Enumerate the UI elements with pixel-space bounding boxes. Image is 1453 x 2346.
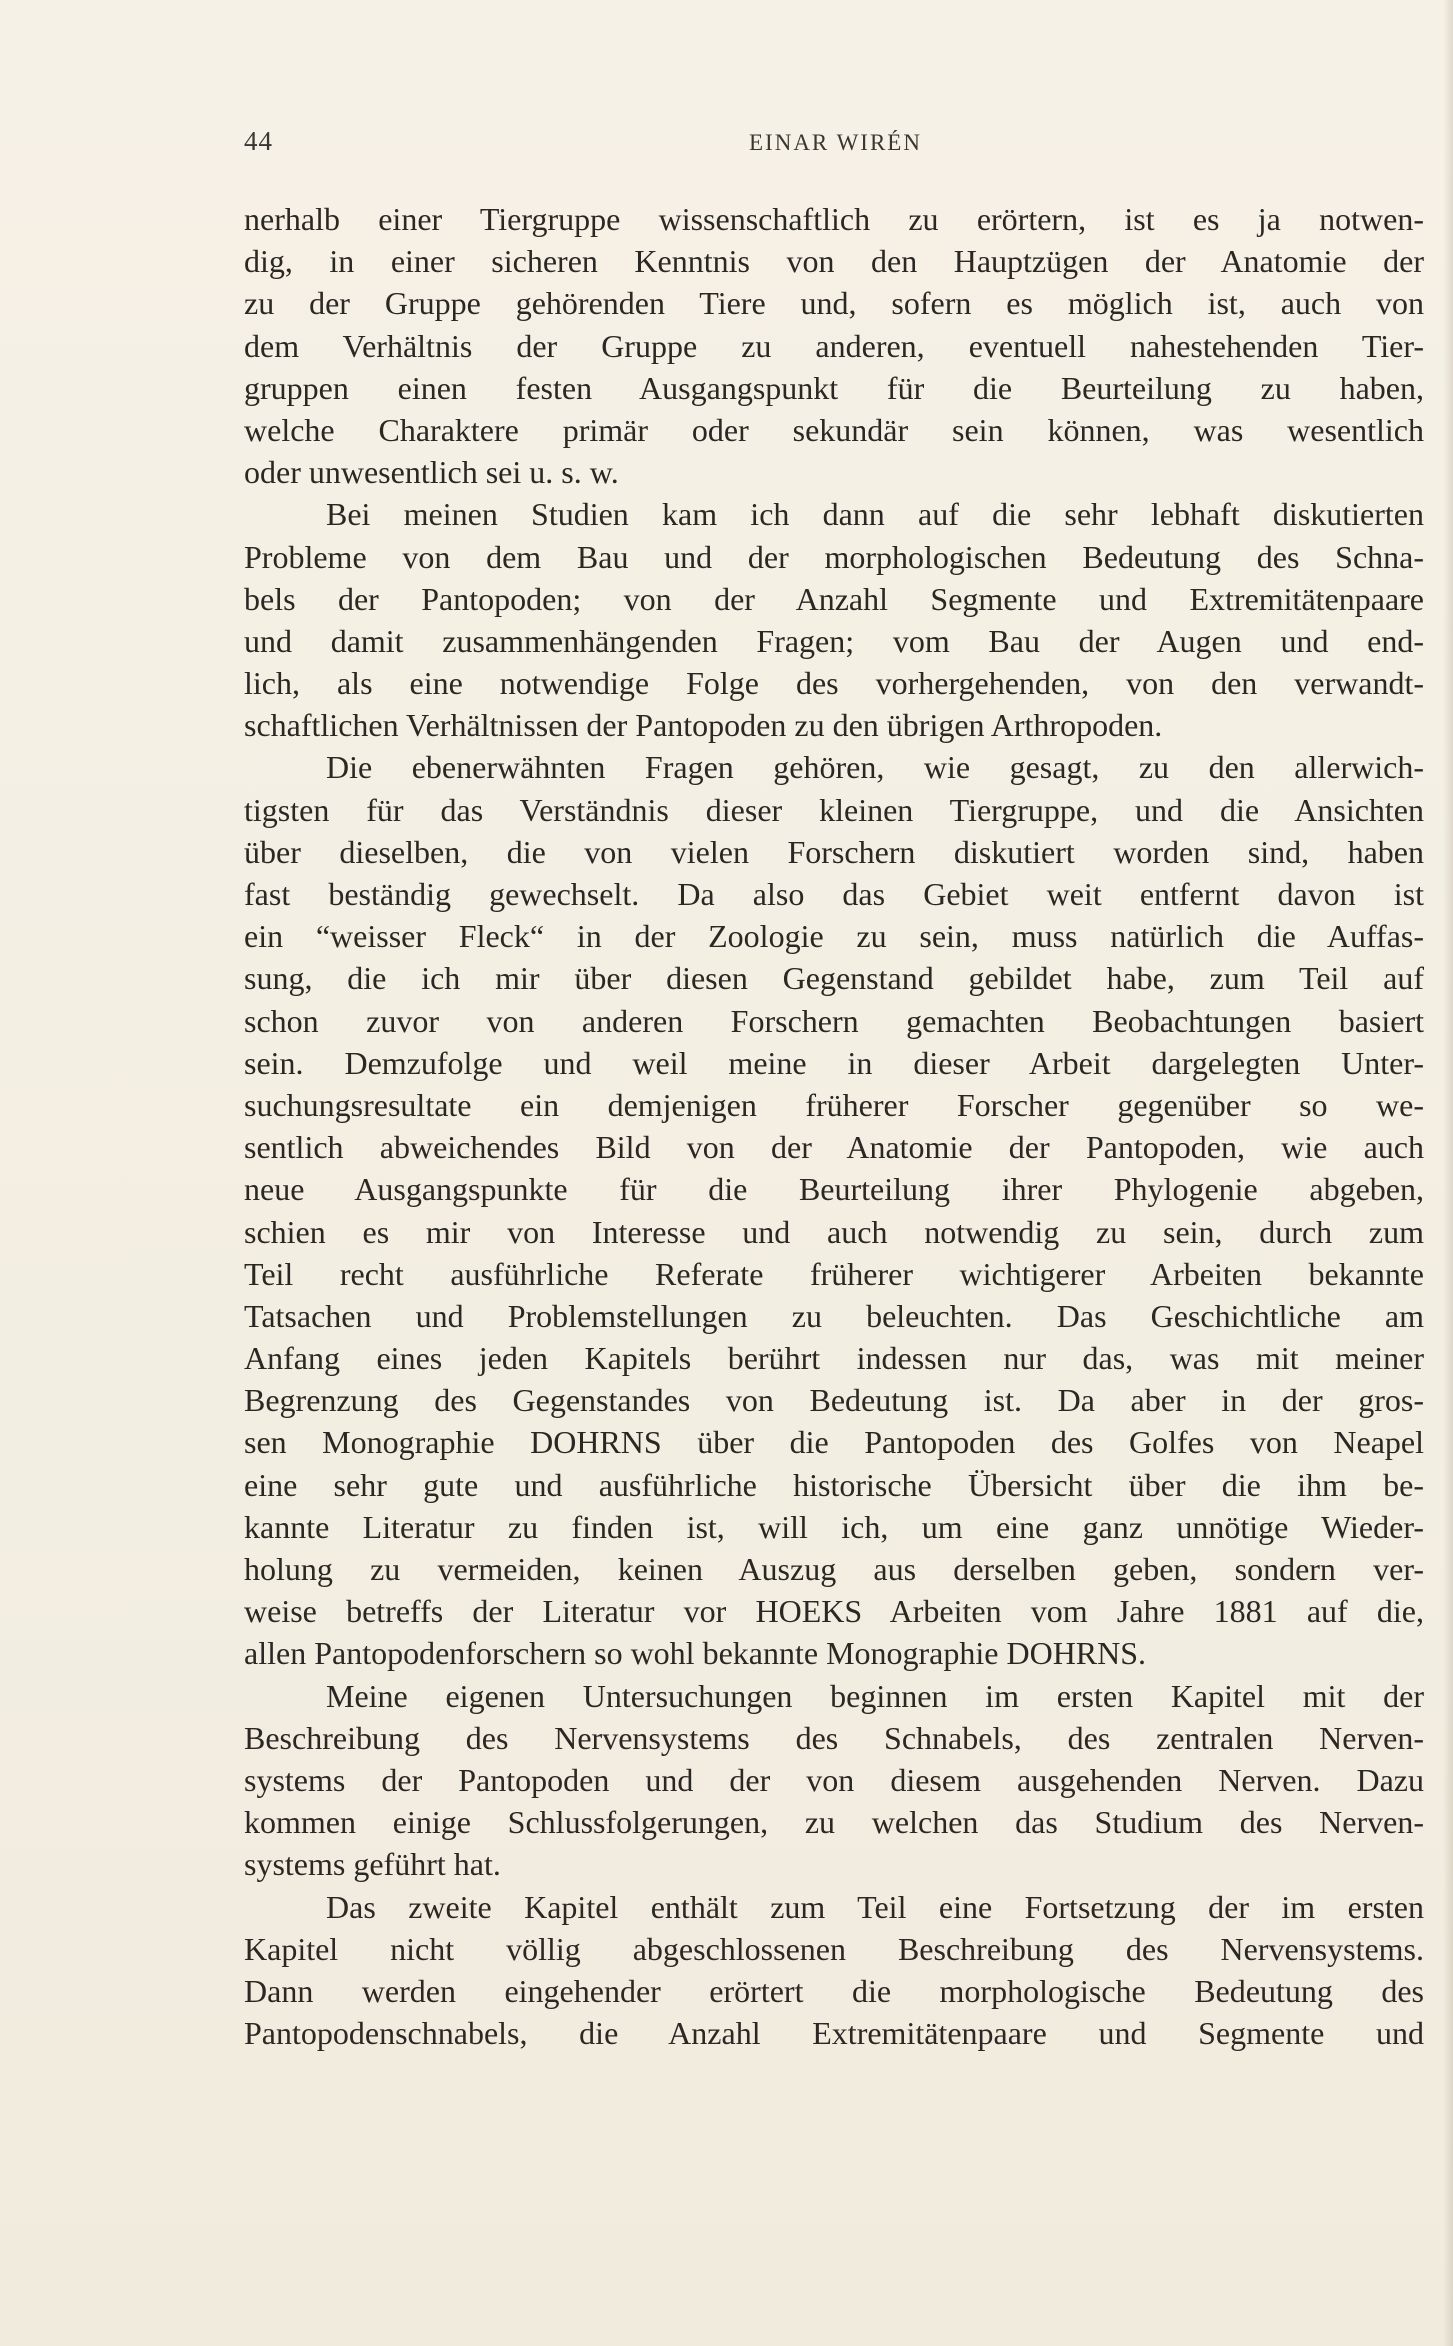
body-text [244,198,1424,2054]
text-line: und damit zusammenhängenden Fragen; vom Bau der Augen und end- [244,622,1424,659]
text-line: kannte Literatur zu finden ist, will ich, um eine ganz unnötige Wieder- [244,1508,1424,1545]
text-line: schaftlichen Verhältnissen der Pantopoden zu den übrigen Arthropoden. [244,707,1163,744]
text-line: schien es mir von Interesse und auch notwendig zu sein, durch zum [244,1213,1424,1250]
text-line: ein “weisser Fleck“ in der Zoologie zu sein, muss natürlich die Auffas- [244,918,1424,955]
page-header [244,126,1424,166]
text-line: schon zuvor von anderen Forschern gemachten Beobachtungen basiert [244,1002,1424,1039]
text-line: Beschreibung des Nervensystems des Schnabels, des zentralen Nerven- [244,1719,1424,1756]
text-line: neue Ausgangspunkte für die Beurteilung ihrer Phylogenie abgeben, [244,1171,1424,1208]
text-line: Die ebenerwähnten Fragen gehören, wie gesagt, zu den allerwich- [326,749,1424,786]
text-line: zu der Gruppe gehörenden Tiere und, sofern es möglich ist, auch von [244,285,1424,322]
text-line: bels der Pantopoden; von der Anzahl Segmente und Extremitätenpaare [244,580,1424,617]
text-line: Tatsachen und Problemstellungen zu beleuchten. Das Geschichtliche am [244,1297,1424,1334]
text-line: sung, die ich mir über diesen Gegenstand gebildet habe, zum Teil auf [244,960,1424,997]
text-line: Pantopodenschnabels, die Anzahl Extremitätenpaare und Segmente und [244,2015,1424,2052]
text-line: dig, in einer sicheren Kenntnis von den Hauptzügen der Anatomie der [244,243,1424,280]
text-line: allen Pantopodenforschern so wohl bekannte Monographie DOHRNS. [244,1635,1147,1672]
text-line: oder unwesentlich sei u. s. w. [244,454,619,491]
text-line: welche Charaktere primär oder sekundär sein können, was wesentlich [244,411,1424,448]
text-line: weise betreffs der Literatur vor HOEKS Arbeiten vom Jahre 1881 auf die, [244,1593,1424,1630]
text-line: Kapitel nicht völlig abgeschlossenen Beschreibung des Nervensystems. [244,1930,1424,1967]
text-line: kommen einige Schlussfolgerungen, zu welchen das Studium des Nerven- [244,1804,1424,1841]
text-line: Dann werden eingehender erörtert die morphologische Bedeutung des [244,1972,1424,2009]
text-line: sein. Demzufolge und weil meine in dieser Arbeit dargelegten Unter- [244,1044,1424,1081]
page-number: 44 [244,126,273,156]
page-edge-shadow [1443,0,1453,2346]
text-line: über dieselben, die von vielen Forschern diskutiert worden sind, haben [244,833,1424,870]
text-line: fast beständig gewechselt. Da also das Gebiet weit entfernt davon ist [244,876,1424,912]
text-line: systems der Pantopoden und der von diesem ausgehenden Nerven. Dazu [244,1761,1424,1798]
text-line: Anfang eines jeden Kapitels berührt indessen nur das, was mit meiner [244,1340,1424,1377]
text-line: eine sehr gute und ausführliche historische Übersicht über die ihm be- [244,1466,1424,1503]
text-line: sentlich abweichendes Bild von der Anatomie der Pantopoden, wie auch [244,1129,1424,1166]
text-line: gruppen einen festen Ausgangspunkt für die Beurteilung zu haben, [244,369,1424,406]
text-line: Meine eigenen Untersuchungen beginnen im ersten Kapitel mit der [326,1677,1424,1714]
text-line: Bei meinen Studien kam ich dann auf die sehr lebhaft diskutierten [326,496,1424,533]
text-line: Teil recht ausführliche Referate früherer wichtigerer Arbeiten bekannte [244,1255,1424,1292]
text-line: sen Monographie DOHRNS über die Pantopoden des Golfes von Neapel [244,1424,1424,1461]
text-line: nerhalb einer Tiergruppe wissenschaftlich zu erörtern, ist es ja notwen- [244,201,1424,237]
text-line: lich, als eine notwendige Folge des vorhergehenden, von den verwandt- [244,665,1424,702]
text-line: Probleme von dem Bau und der morphologischen Bedeutung des Schna- [244,538,1424,575]
text-line: Das zweite Kapitel enthält zum Teil eine Fortsetzung der im ersten [326,1888,1424,1925]
text-line: systems geführt hat. [244,1846,501,1883]
running-head: EINAR WIRÉN [749,130,922,155]
text-line: tigsten für das Verständnis dieser kleinen Tiergruppe, und die Ansichten [244,791,1424,828]
text-line: dem Verhältnis der Gruppe zu anderen, eventuell nahestehenden Tier- [244,327,1424,364]
text-line: Begrenzung des Gegenstandes von Bedeutung ist. Da aber in der gros- [244,1382,1424,1419]
text-line: holung zu vermeiden, keinen Auszug aus derselben geben, sondern ver- [244,1551,1424,1587]
text-line: suchungsresultate ein demjenigen früherer Forscher gegenüber so we- [244,1086,1424,1123]
